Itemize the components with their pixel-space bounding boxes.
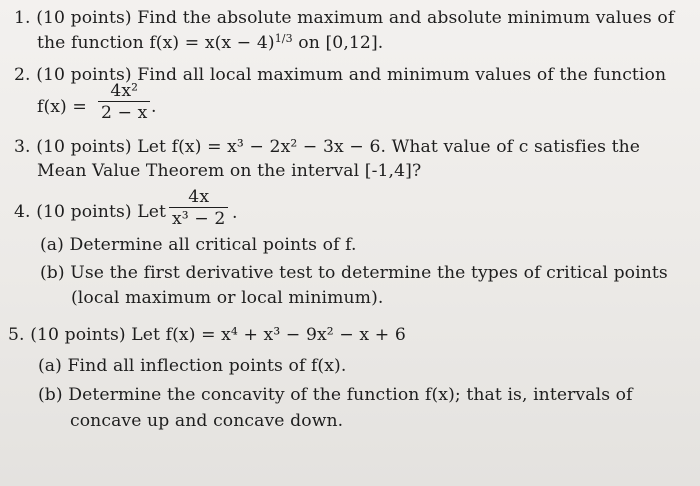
problem-3-number: 3. xyxy=(14,137,31,157)
problem-2-denominator: 2 − x xyxy=(101,103,148,124)
problem-5-part-b-line-1: (b) Determine the concavity of the function f(x); that is, intervals of xyxy=(38,385,633,405)
problem-3-formula: f(x) = x³ − 2x² − 3x − 6. xyxy=(171,137,387,157)
problem-1-exponent: 1/3 xyxy=(274,31,293,45)
problem-4-number: 4. xyxy=(14,202,31,222)
problem-2-fraction xyxy=(98,82,150,122)
problem-1-interval: on [0,12]. xyxy=(298,33,384,53)
problem-1-number: 1. xyxy=(14,8,31,28)
problem-3-line-2: Mean Value Theorem on the interval [-1,4]? xyxy=(37,161,422,181)
problem-5-part-a: (a) Find all inflection points of f(x). xyxy=(38,356,347,376)
problem-1-points: (10 points) xyxy=(36,8,132,28)
problem-3-text-b: What value of c satisfies the xyxy=(391,137,641,157)
problem-5-text: Let xyxy=(131,325,161,345)
problem-2-text: Find all local maximum and minimum values of the function xyxy=(137,65,667,85)
problem-4-line-1 xyxy=(14,202,166,222)
problem-5-line-1 xyxy=(8,325,406,345)
problem-5-part-b-line-2: concave up and concave down. xyxy=(70,411,344,431)
problem-4-part-b-line-1: (b) Use the first derivative test to determine the types of critical points xyxy=(40,263,668,283)
problem-1-text: Find the absolute maximum and absolute minimum values of xyxy=(137,8,675,28)
problem-5-formula: f(x) = x⁴ + x³ − 9x² − x + 6 xyxy=(165,325,406,345)
problem-5-number: 5. xyxy=(8,325,25,345)
problem-2-fraction-bar xyxy=(98,101,150,102)
problem-3-line-1 xyxy=(14,137,640,157)
problem-1-line-1 xyxy=(14,8,674,28)
problem-5-points: (10 points) xyxy=(30,325,126,345)
problem-2-end: . xyxy=(151,97,157,117)
problem-2-lhs: f(x) = xyxy=(37,97,87,117)
problem-4-fraction-bar xyxy=(169,207,228,208)
problem-4-points: (10 points) xyxy=(36,202,132,222)
problem-4-denominator: x³ − 2 xyxy=(172,209,226,230)
problem-1-text-b: the function xyxy=(37,33,144,53)
problem-1-formula xyxy=(149,33,292,53)
problem-2-numerator: 4x² xyxy=(110,81,139,101)
problem-3-points: (10 points) xyxy=(36,137,132,157)
problem-3-text: Let xyxy=(137,137,167,157)
problem-2-points: (10 points) xyxy=(36,65,132,85)
problem-4-part-a: (a) Determine all critical points of f. xyxy=(40,235,357,255)
problem-1-formula-text: $f(x) = x(x - 4)^{1/3}$ xyxy=(149,31,293,53)
problem-4-text: Let xyxy=(137,202,167,222)
problem-4-part-b-line-2: (local maximum or local minimum). xyxy=(71,288,384,308)
problem-4-end: . xyxy=(232,203,238,223)
problem-4-numerator: 4x xyxy=(188,187,210,207)
problem-4-fraction xyxy=(169,188,228,228)
problem-2-number: 2. xyxy=(14,65,31,85)
problem-1-line-2 xyxy=(37,33,383,53)
